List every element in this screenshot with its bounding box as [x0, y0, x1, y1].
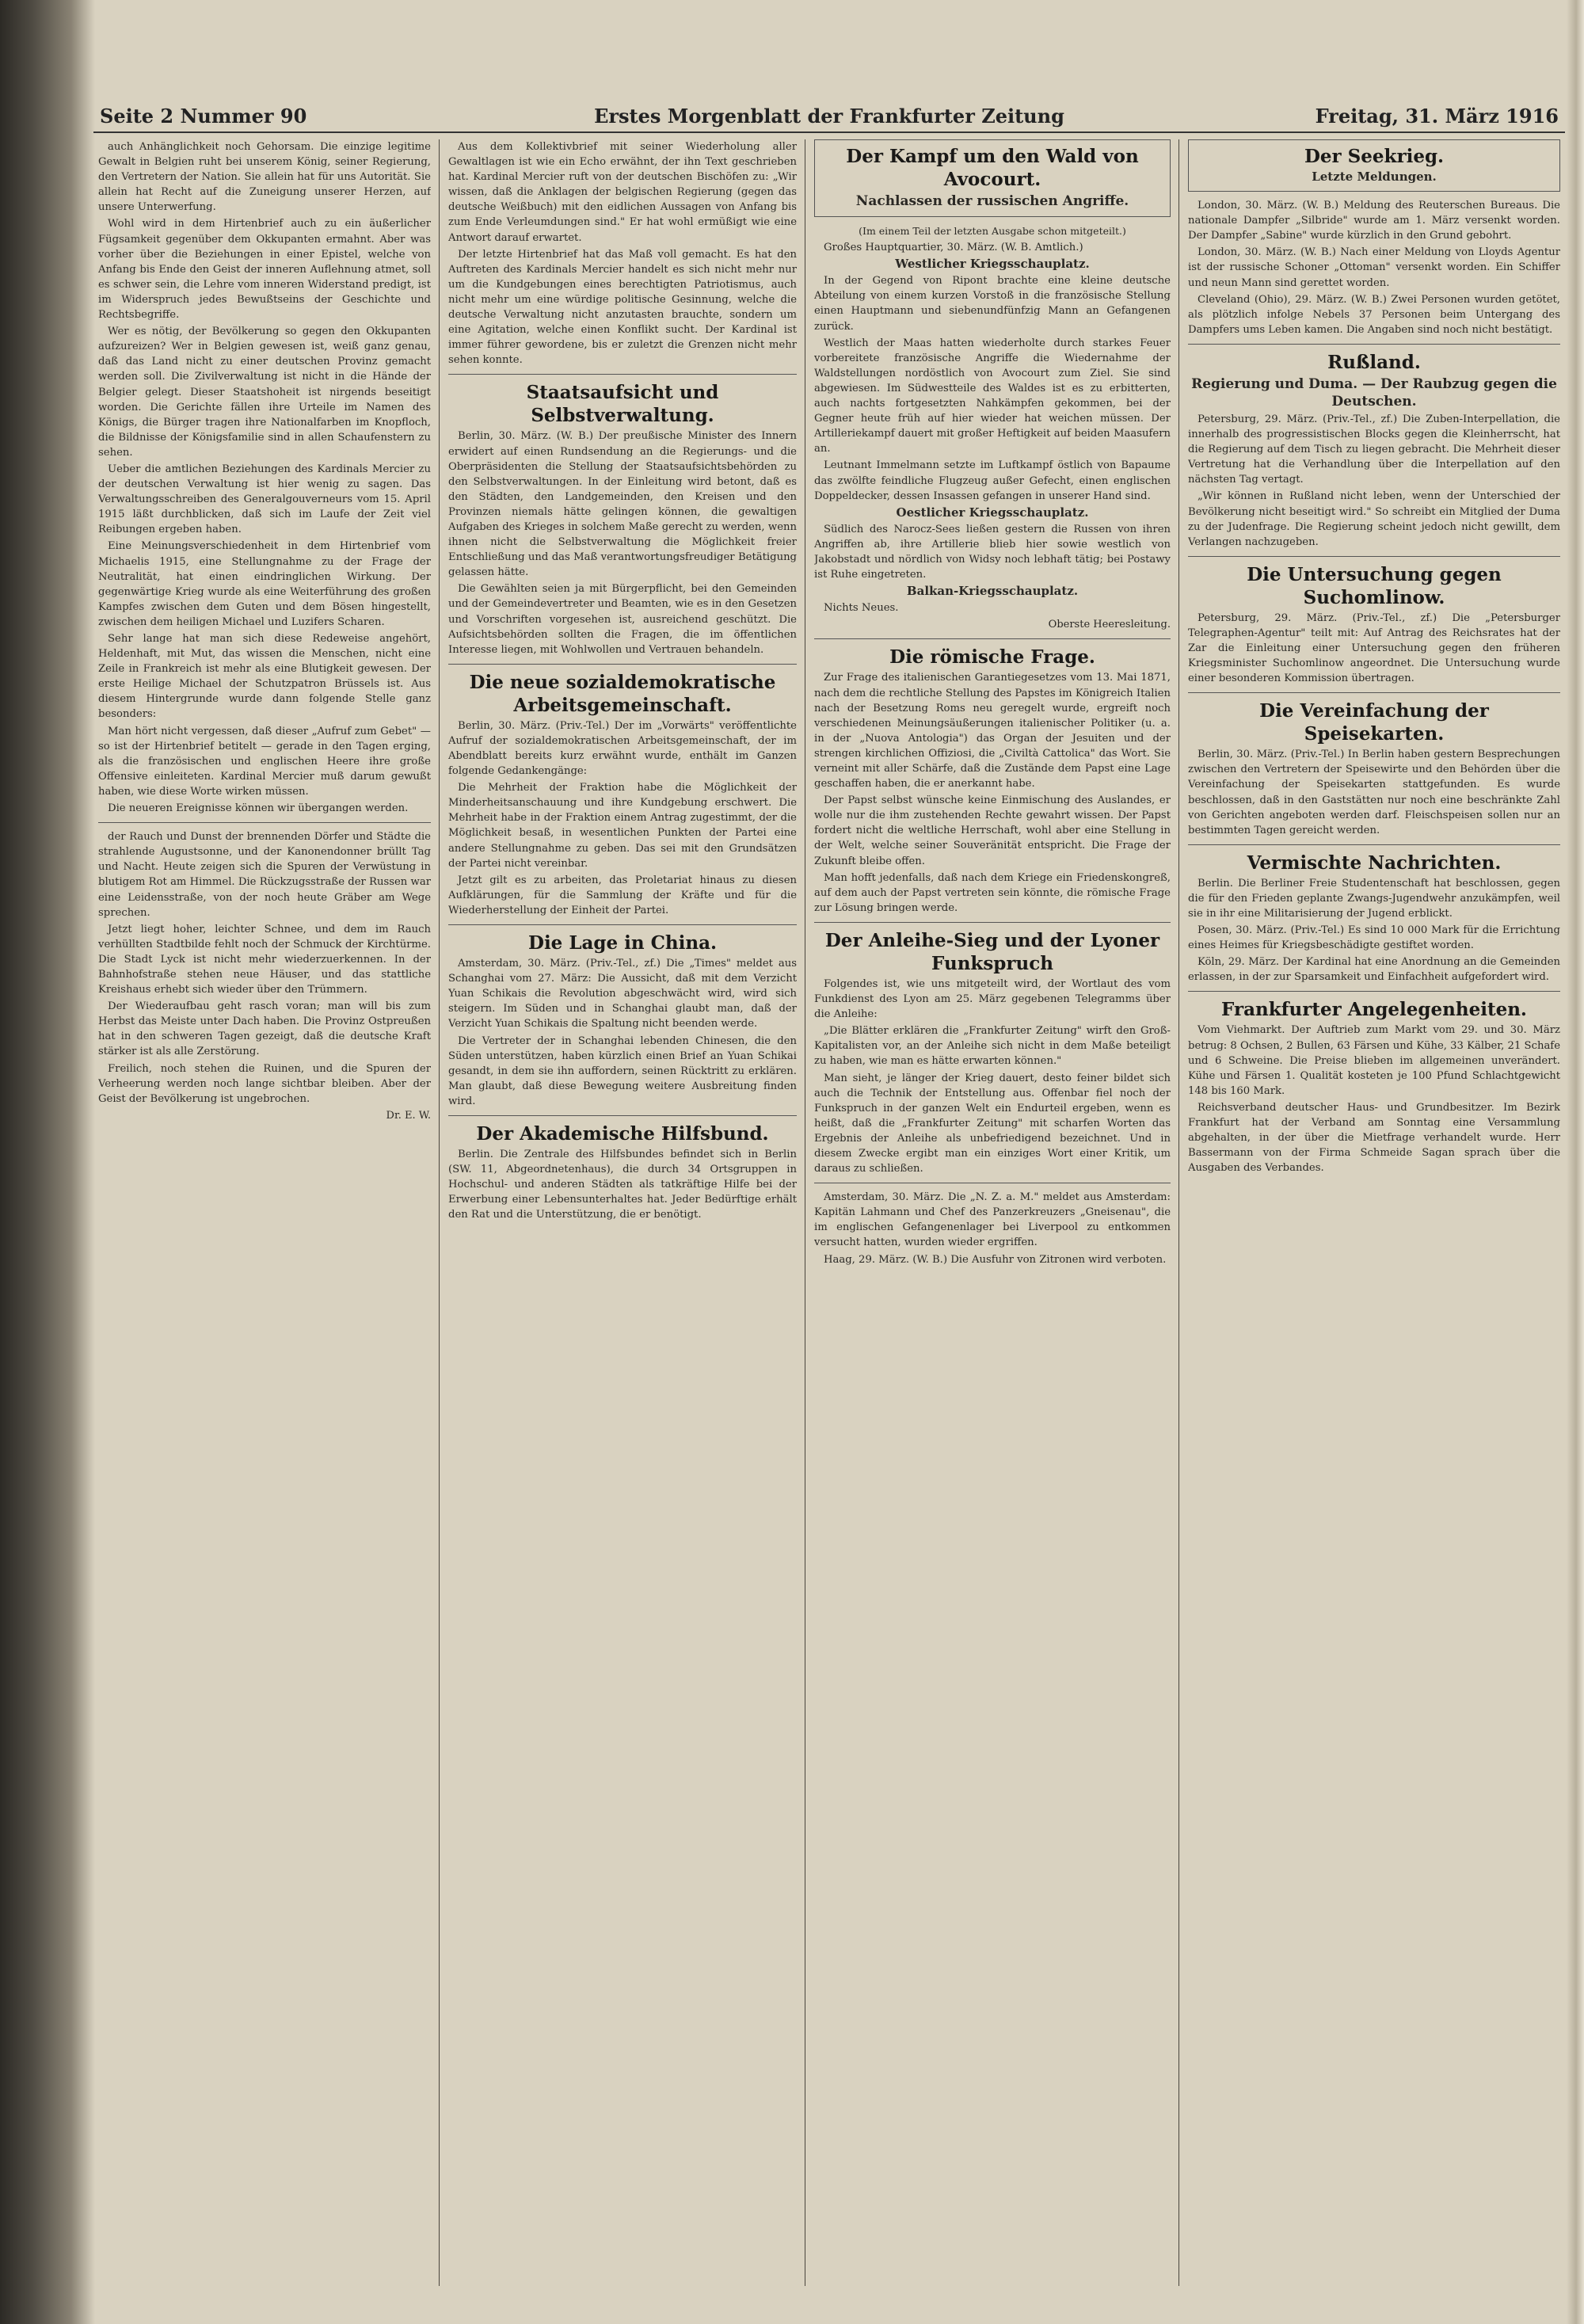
paragraph: Leutnant Immelmann setzte im Luftkampf östlich von Bapaume das zwölfte feindliche Flugzeug außer Gefecht, einen englischen Doppeldecker, dessen Insassen gefangen in unserer Hand sind.	[814, 459, 1171, 502]
paragraph: London, 30. März. (W. B.) Nach einer Meldung von Lloyds Agentur ist der russische Schoner „Ottoman" versenkt worden. Ein Schiffer und neun Mann sind gerettet worden.	[1188, 246, 1560, 289]
paragraph: Petersburg, 29. März. (Priv.-Tel., zf.) Die Zuben-Interpellation, die innerhalb des progressistischen Blocks gegen die Kleinherrscht, hat die Regierung auf dem Tisch zu liegen gebracht. Die Mehrheit dieser Vertretung hat die Verhandlung über die Interpellation auf den nächsten Tag vertagt.	[1188, 413, 1560, 486]
paragraph: Vom Viehmarkt. Der Auftrieb zum Markt vom 29. und 30. März betrug: 8 Ochsen, 2 Bullen, 63 Färsen und Kühe, 33 Kälber, 21 Schafe und 6 Schweine. Die Preise blieben im allgemeinen unverändert. Kühe und Färsen 1. Qualität kosteten je 100 Pfund Schlachtgewicht 148 bis 160 Mark.	[1188, 1024, 1560, 1097]
divider	[448, 1115, 797, 1116]
paragraph: Reichsverband deutscher Haus- und Grundbesitzer. Im Bezirk Frankfurt hat der Verband am Sonntag eine Versammlung abgehalten, in der über die Mietfrage verhandelt wurde. Herr Bassermann von der Firma Schmeide Sagan sprach über die Ausgaben des Verbandes.	[1188, 1101, 1560, 1175]
paragraph: Westlich der Maas hatten wiederholte durch starkes Feuer vorbereitete französische Angriffe die Wiedernahme der Waldstellungen nordöstlich von Avocourt zum Ziel. Sie sind abgewiesen. Im Südwestteile des Waldes ist es zu erbitterten, auch nachts fortgesetzten Nahkämpfen gekommen, bei der Gegner heute früh auf hier wieder hat weichen müssen. Der Artilleriekampf dauert mit großer Heftigkeit auf beiden Maasufern an.	[814, 337, 1171, 455]
paragraph: Posen, 30. März. (Priv.-Tel.) Es sind 10 000 Mark für die Errichtung eines Heimes für Kriegsbeschädigte gestiftet worden.	[1188, 924, 1560, 952]
article-headline: Der Anleihe-Sieg und der Lyoner Funkspruch	[824, 929, 1160, 974]
article-subheadline: Regierung und Duma. — Der Raubzug gegen die Deutschen.	[1191, 375, 1557, 410]
paragraph: Die Mehrheit der Fraktion habe die Möglichkeit der Minderheitsanschauung und ihre Kundgebung erschwert. Die Mehrheit habe in der Fraktion einem Antrag zugestimmt, der die Möglichkeit besaß, in wesentlichen Punkten der Partei eine andere Stellungnahme zu geben. Das sei mit den Grundsätzen der Partei nicht vereinbar.	[448, 782, 797, 870]
divider	[1188, 344, 1560, 345]
section-label: Westlicher Kriegsschauplatz.	[895, 257, 1090, 272]
paragraph: Die neueren Ereignisse können wir übergangen werden.	[108, 802, 409, 815]
signature: Oberste Heeresleitung.	[1048, 619, 1171, 631]
divider	[814, 922, 1171, 923]
paragraph: Eine Meinungsverschiedenheit in dem Hirtenbrief vom Michaelis 1915, eine Stellungnahme zu der Frage der Neutralität, hat einen eindringlichen Wirkung. Der gegenwärtige Krieg wurde als eine Weiterführung des großen Kampfes zwischen dem Guten und dem Bösen hingestellt, zwischen dem heiligen Michael und Luzifers Scharen.	[98, 540, 431, 628]
paragraph: Der Wiederaufbau geht rasch voran; man will bis zum Herbst das Meiste unter Dach haben. Die Provinz Ostpreußen hat in den schweren Tagen gezeigt, daß die deutsche Kraft stärker ist als alle Zerstörung.	[98, 1000, 431, 1058]
divider	[98, 822, 431, 823]
paragraph: Der Papst selbst wünsche keine Einmischung des Auslandes, er wolle nur die ihm zustehenden Rechte gewahrt wissen. Der Papst fordert nicht die weltliche Herrschaft, wohl aber eine Stellung in der Welt, welche seiner Souveränität entspricht. Die Frage der Zukunft bleibe offen.	[814, 794, 1171, 867]
article-headline: Die neue sozialdemokratische Arbeitsgemeinschaft.	[469, 671, 776, 716]
paragraph: Die Vertreter der in Schanghai lebenden Chinesen, die den Süden unterstützen, haben kürzlich einen Brief an Yuan Schikai gesandt, in dem sie ihn auffordern, seinen Rücktritt zu erklären. Man glaubt, daß diese Bewegung weitere Ausbreitung finden wird.	[448, 1034, 797, 1107]
section-label: Balkan-Kriegsschauplatz.	[906, 584, 1079, 599]
paragraph: Südlich des Narocz-Sees ließen gestern die Russen von ihren Angriffen ab, ihre Artillerie blieb hier sowie westlich von Jakobstadt und nördlich von Widsy noch lebhaft tätig; bei Postawy ist Ruhe eingetreten.	[814, 523, 1171, 581]
paragraph: auch Anhänglichkeit noch Gehorsam. Die einzige legitime Gewalt in Belgien ruht bei unserem König, seiner Regierung, den Vertretern der Nation. Sie allein hat für uns Autorität. Sie allein hat Recht auf die Zuneigung unserer Herzen, auf unsere Unterwerfung.	[98, 141, 431, 214]
paragraph: Man sieht, je länger der Krieg dauert, desto feiner bildet sich auch die Technik der Entstellung aus. Offenbar fiel noch der Funkspruch in der ganzen Welt ein Endurteil ergeben, wenn es heißt, daß die „Frankfurter Zeitung" mit scharfen Worten das Ergebnis der Anleihe als unbefriedigend bezeichnet. Und in diesem Zwecke ergibt man ein einziges Wort einer Kritik, um daraus zu schließen.	[814, 1072, 1171, 1175]
headline-box	[1188, 139, 1560, 192]
issue-date: Freitag, 31. März 1916	[1315, 105, 1559, 128]
paragraph: Nichts Neues.	[824, 602, 899, 615]
paragraph: „Die Blätter erklären die „Frankfurter Zeitung" wirft den Groß-Kapitalisten vor, an der Anleihe sich nicht in dem Maße beteiligt zu haben, wie man es hätte erwarten können."	[814, 1025, 1171, 1068]
column-2	[448, 139, 797, 2286]
article-headline: Die Lage in China.	[528, 932, 717, 954]
paragraph: Amsterdam, 30. März. Die „N. Z. a. M." meldet aus Amsterdam: Kapitän Lahmann und Chef des Panzerkreuzers „Gneisenau", die im englischen Gefangenenlager bei Liverpool zu entkommen versucht hatten, wurden wieder ergriffen.	[814, 1191, 1171, 1249]
paragraph: Köln, 29. März. Der Kardinal hat eine Anordnung an die Gemeinden erlassen, in der zur Sparsamkeit und Einfachheit aufgefordert wird.	[1188, 956, 1560, 984]
paragraph: Amsterdam, 30. März. (Priv.-Tel., zf.) Die „Times" meldet aus Schanghai vom 27. März: Die Aussicht, daß mit dem Verzicht Yuan Schikais die Revolution abgeschwächt wird, wird sich steigern. Im Süden und in Schanghai glaubt man, daß der Verzicht Yuan Schikais die Spaltung nicht beenden werde.	[448, 958, 797, 1031]
paragraph: Großes Hauptquartier, 30. März. (W. B. Amtlich.)	[824, 242, 1083, 254]
divider	[1188, 692, 1560, 693]
masthead	[93, 95, 1565, 133]
paragraph: Berlin. Die Zentrale des Hilfsbundes befindet sich in Berlin (SW. 11, Abgeordnetenhaus), die durch 34 Ortsgruppen in Hochschul- und anderen Städten als tatkräftige Hilfe bei der Erwerbung einer Lebensunterhaltes hat. Jeder Bedürftige erhält den Rat und die Unterstützung, die er benötigt.	[448, 1148, 797, 1221]
editor-note: (Im einem Teil der letzten Ausgabe schon mitgeteilt.)	[859, 225, 1126, 237]
article-subheadline: Letzte Meldungen.	[1312, 170, 1437, 184]
paragraph: Haag, 29. März. (W. B.) Die Ausfuhr von Zitronen wird verboten.	[824, 1253, 1167, 1266]
paragraph: Die Gewählten seien ja mit Bürgerpflicht, bei den Gemeinden und der Gemeindevertreter und Beamten, wie es in den Gesetzen und Vorschriften vorgesehen ist, ausreichend geschützt. Die Aufsichtsbehörden sollten die Fragen, die im öffentlichen Interesse liegen, mit Wohlwollen und Vertrauen behandeln.	[448, 583, 797, 656]
paragraph: Freilich, noch stehen die Ruinen, und die Spuren der Verheerung werden noch lange sichtbar bleiben. Aber der Geist der Bevölkerung ist ungebrochen.	[98, 1062, 431, 1105]
paragraph: Wohl wird in dem Hirtenbrief auch zu ein äußerlicher Fügsamkeit gegenüber dem Okkupanten ermahnt. Aber was vorher über die Beziehungen in einer Epistel, welche von Anfang bis Ende den Geist der inneren Auflehnung atmet, soll es schwer sein, die Lehre vom inneren Widerstand predigt, ist im Widerspruch jedes Bewußtseins der Geschichte und Rechtsbegriffe.	[98, 218, 431, 322]
paragraph: Jetzt gilt es zu arbeiten, das Proletariat hinaus zu diesen Aufklärungen, für die Sammlung der Kräfte und für die Wiederherstellung der Einheit der Partei.	[448, 874, 797, 916]
paragraph: Berlin, 30. März. (W. B.) Der preußische Minister des Innern erwidert auf einen Rundsendung an die Regierungs- und die Oberpräsidenten die Stellung der Staatsaufsichtsbehörden zu den Selbstverwaltungen. In der Einleitung wird betont, daß es den Städten, den Landgemeinden, den Kreisen und den Provinzen niemals hätte gelingen können, die gewaltigen Aufgaben des Krieges in solchem Maße gerecht zu werden, wenn ihnen nicht die Selbstverwaltung die Möglichkeit freier Entschließung und das Maß verantwortungsfreudiger Betätigung gelassen hätte.	[448, 430, 797, 579]
divider	[448, 924, 797, 925]
author-signature: Dr. E. W.	[386, 1109, 431, 1122]
paragraph: Berlin. Die Berliner Freie Studentenschaft hat beschlossen, gegen die für den Frieden geplante Zwangs-Jugendwehr anzukämpfen, weil sie in ihr eine Militarisierung der Jugend erblickt.	[1188, 877, 1560, 920]
paragraph: Jetzt liegt hoher, leichter Schnee, und dem im Rauch verhüllten Stadtbilde fehlt noch der Schmuck der Kirchtürme. Die Stadt Lyck ist nicht mehr wiederzuerkennen. In der Bahnhofstraße stehen neue Häuser, und das stattliche Kreishaus erhebt sich wieder über den Trümmern.	[98, 923, 431, 996]
book-binding-shadow	[0, 0, 95, 2324]
newspaper-sheet	[93, 95, 1565, 2297]
paragraph: Petersburg, 29. März. (Priv.-Tel., zf.) Die „Petersburger Telegraphen-Agentur" teilt mit: Auf Antrag des Reichsrates hat der Zar die Einleitung einer Untersuchung gegen den früheren Kriegsminister Suchomlinow angeordnet. Die Untersuchung wurde einer besonderen Kommission übertragen.	[1188, 611, 1560, 685]
page-edge	[1567, 0, 1584, 2324]
paragraph: Man hört nicht vergessen, daß dieser „Aufruf zum Gebet" — so ist der Hirtenbrief betitelt — gerade in den Tagen erging, als die französischen und englischen Heere ihre große Offensive einleiteten. Kardinal Mercier muß darum gewußt haben, wie diese Worte wirken müssen.	[98, 725, 431, 798]
paragraph: der Rauch und Dunst der brennenden Dörfer und Städte die strahlende Augustsonne, und der Kanonendonner brüllt Tag und Nacht. Heute zeigen sich die Spuren der Verwüstung in blutigem Rot am Himmel. Die Rückzugsstraße der Russen war eine Leidensstraße, von der noch heute Gräber am Wege sprechen.	[98, 831, 431, 919]
divider	[1188, 556, 1560, 557]
article-headline: Der Seekrieg.	[1304, 146, 1445, 167]
article-headline: Staatsaufsicht und Selbstverwaltung.	[526, 382, 719, 427]
paragraph: Berlin, 30. März. (Priv.-Tel.) In Berlin haben gestern Besprechungen zwischen den Vertretern der Speisewirte und den Behörden über die Vereinfachung der Speisekarten stattgefunden. Es wurde beschlossen, daß in den Gaststätten nur noch eine beschränkte Zahl von Gerichten angeboten werden darf. Fleischspeisen sollen nur an bestimmten Tagen gereicht werden.	[1188, 749, 1560, 836]
column-1	[98, 139, 431, 2286]
column-4	[1188, 139, 1560, 2286]
article-headline: Rußland.	[1327, 351, 1421, 373]
paragraph: In der Gegend von Ripont brachte eine kleine deutsche Abteilung von einem kurzen Vorstoß in die französische Stellung einen Hauptmann und siebenundfünfzig Mann an Gefangenen zurück.	[814, 275, 1171, 333]
paragraph: „Wir können in Rußland nicht leben, wenn der Unterschied der Bevölkerung nicht beseitigt wird." So schreibt ein Mitglied der Duma zu der Judenfrage. Die Regierung scheint jedoch nicht gewillt, dem Verlangen nachzugeben.	[1188, 490, 1560, 548]
article-headline: Die Untersuchung gegen Suchomlinow.	[1247, 563, 1502, 608]
article-headline: Die römische Frage.	[889, 646, 1095, 669]
divider	[448, 374, 797, 375]
divider	[1188, 844, 1560, 845]
paragraph: Wer es nötig, der Bevölkerung so gegen den Okkupanten aufzureizen? Wer in Belgien gewesen ist, weiß ganz genau, daß das Land nicht zu einer deutschen Provinz gemacht werden soll. Die Zivilverwaltung ist nicht in die Hände der Belgier gelegt. Dieser Staatshoheit ist nirgends beseitigt worden. Die Gerichte fällen ihre Urteile im Namen des Königs, die Bürger tragen ihre Nationalfarben im Knopfloch, die Bildnisse der Königsfamilie sind in allen Schaufenstern zu sehen.	[98, 326, 431, 459]
article-headline: Die Vereinfachung der Speisekarten.	[1259, 700, 1489, 745]
headline-box	[814, 139, 1171, 217]
section-label: Oestlicher Kriegsschauplatz.	[896, 505, 1089, 520]
paragraph: London, 30. März. (W. B.) Meldung des Reuterschen Bureaus. Die nationale Dampfer „Silbride" wurde am 1. März versenkt worden. Der Dampfer „Sabine" wurde kürzlich in den Grund gebohrt.	[1188, 200, 1560, 242]
column-3	[814, 139, 1171, 2286]
paragraph: Zur Frage des italienischen Garantiegesetzes vom 13. Mai 1871, nach dem die rechtliche Stellung des Papstes im Königreich Italien nach der Besetzung Roms neu geregelt wurde, ergreift noch verschiedenen Meinungsäußerungen italienischer Politiker (u. a. in der „Nuova Antologia") das Organ der Jesuiten und der strengen kirchlichen Offiziosi, die „Civiltà Cattolica" das Wort. Sie verneint mit aller Schärfe, daß die Zustände dem Papst eine Lage geschaffen haben, die er anerkannt habe.	[814, 672, 1171, 791]
page-number: Seite 2 Nummer 90	[100, 105, 307, 128]
paragraph: Sehr lange hat man sich diese Redeweise angehört, Heldenhaft, mit Mut, das wissen die Menschen, nicht eine Zeile in Frankreich ist mehr als eine Blutigkeit gewesen. Der erste Heilige Michael der Schutzpatron Brüssels ist. Aus diesem Hintergrunde wurde dann folgende Stelle ganz besonders:	[98, 633, 431, 721]
divider	[448, 664, 797, 665]
divider	[1188, 991, 1560, 992]
paragraph: Folgendes ist, wie uns mitgeteilt wird, der Wortlaut des vom Funkdienst des Lyon am 25. März gegebenen Telegramms über die Anleihe:	[814, 977, 1171, 1021]
article-headline: Frankfurter Angelegenheiten.	[1221, 999, 1527, 1021]
column-rule	[439, 139, 440, 2286]
article-headline: Der Kampf um den Wald von Avocourt.	[846, 146, 1139, 190]
newspaper-title: Erstes Morgenblatt der Frankfurter Zeitung	[594, 105, 1064, 128]
paragraph: Aus dem Kollektivbrief mit seiner Wiederholung aller Gewaltlagen ist wie ein Echo erwähnt, der ihn Text geschrieben hat. Kardinal Mercier ruft von der deutschen Bischöfen zu: „Wir wissen, daß die Anklagen der belgischen Regierung (gegen das deutsche Weißbuch) mit den eidlichen Aussagen von Anfang bis zum Ende Verleumdungen sind." Er hat wohl ermüßigt wie eine Antwort darauf erwartet.	[448, 141, 797, 244]
article-subheadline: Nachlassen der russischen Angriffe.	[855, 193, 1129, 209]
paragraph: Berlin, 30. März. (Priv.-Tel.) Der im „Vorwärts" veröffentlichte Aufruf der sozialdemokratischen Arbeitsgemeinschaft, der im Abendblatt bereits kurz erwähnt wurde, enthält im Ganzen folgende Gedankengänge:	[448, 719, 797, 778]
article-headline: Vermischte Nachrichten.	[1247, 851, 1502, 874]
article-headline: Der Akademische Hilfsbund.	[476, 1122, 769, 1145]
paragraph: Ueber die amtlichen Beziehungen des Kardinals Mercier zu der deutschen Verwaltung ist hier wenig zu sagen. Das Verwaltungsschreiben des Generalgouverneurs vom 15. April 1915 läßt durchblicken, daß sich im Laufe der Zeit viel Reibungen ergeben haben.	[98, 463, 431, 536]
paragraph: Man hofft jedenfalls, daß nach dem Kriege ein Friedenskongreß, auf dem auch der Papst vertreten sein könnte, die römische Frage zur Lösung bringen werde.	[814, 871, 1171, 914]
paragraph: Der letzte Hirtenbrief hat das Maß voll gemacht. Es hat den Auftreten des Kardinals Mercier handelt es sich nicht mehr nur um die Kundgebungen eines berechtigten Patriotismus, auch nicht mehr um eine würdige politische Gesinnung, welche die deutsche Verwaltung nicht anzutasten brauchte, sondern um eine Agitation, welche einen Konflikt sucht. Der Kardinal ist immer führer gewordene, bis er zuletzt die Grenzen nicht mehr sehen konnte.	[448, 248, 797, 367]
column-rule	[1178, 139, 1179, 2286]
divider	[814, 638, 1171, 639]
paragraph: Cleveland (Ohio), 29. März. (W. B.) Zwei Personen wurden getötet, als plötzlich infolge Nebels 37 Personen beim Untergang des Dampfers ums Leben kamen. Die Angaben sind noch nicht bestätigt.	[1188, 293, 1560, 336]
